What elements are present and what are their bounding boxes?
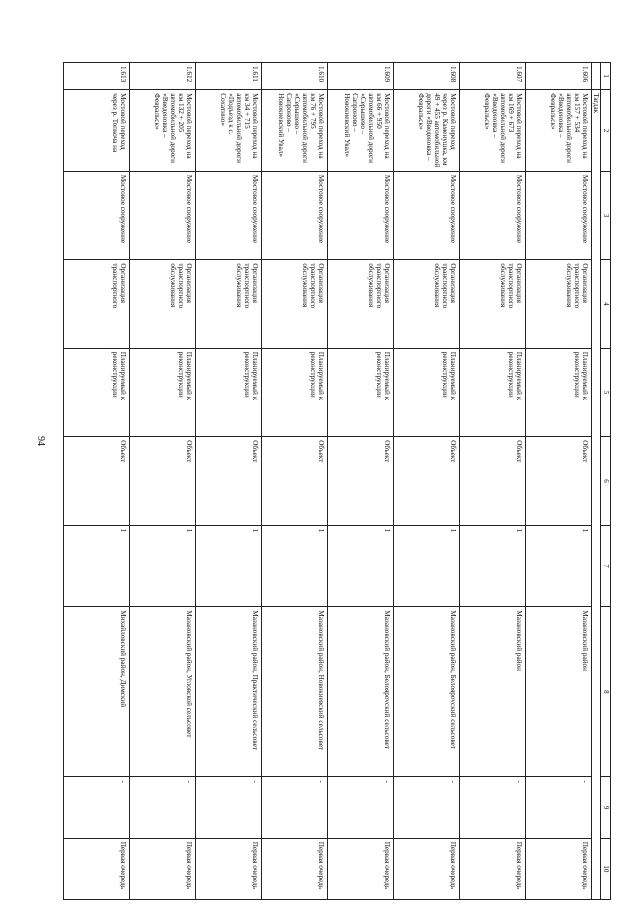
location: Мазановский район [460, 607, 526, 777]
column-9: - [64, 777, 130, 838]
unit: Объект [460, 437, 526, 525]
object-status: Планируемый к реконструкции [328, 348, 394, 436]
table-row [262, 63, 328, 900]
stage: Первая очередь [64, 838, 130, 899]
object-purpose: Организация транспортного [64, 260, 130, 348]
row-id: 1.613 [64, 63, 130, 90]
object-purpose: Организация транспортного обслуживания [262, 260, 328, 348]
location: Мазановский район, Белоярovский сельсовет [328, 607, 394, 777]
object-status: Планируемый к реконструкции [196, 348, 262, 436]
stage: Первая очередь [394, 838, 460, 899]
object-type: Мостовое сооружение [526, 171, 592, 259]
stage: Первая очередь [262, 838, 328, 899]
column-number-row [601, 63, 611, 900]
column-number: 7 [601, 525, 611, 607]
column-9: - [130, 777, 196, 838]
section-row [592, 63, 601, 900]
object-name: Мостовой переход на км 34 + 715 автомобильной дороги «Подъезд к с. Сохатино» [196, 90, 262, 172]
section-title: Тагдак [592, 90, 601, 900]
location: Михайловский район, Димский [64, 607, 130, 777]
stage: Первая очередь [196, 838, 262, 899]
object-name: Мостовой переход через р. Топкоча на [64, 90, 130, 172]
object-status: Планируемый к реконструкции [394, 348, 460, 436]
object-type: Мостовое сооружение [394, 171, 460, 259]
data-table [63, 62, 611, 900]
stage: Первая очередь [526, 838, 592, 899]
stage: Первая очередь [460, 838, 526, 899]
object-name: Мостовой переход на км 157 + 534 автомобильной дороги «Введеновка – Февральск» [526, 90, 592, 172]
column-number: 10 [601, 838, 611, 899]
object-purpose: Организация транспортного обслуживания [460, 260, 526, 348]
row-id: 1.608 [394, 63, 460, 90]
object-type: Мостовое сооружение [196, 171, 262, 259]
column-9: - [526, 777, 592, 838]
count: 1 [526, 525, 592, 607]
count: 1 [130, 525, 196, 607]
column-number: 6 [601, 437, 611, 525]
column-number: 4 [601, 260, 611, 348]
column-number: 9 [601, 777, 611, 838]
object-status: Планируемый к реконструкции [262, 348, 328, 436]
count: 1 [64, 525, 130, 607]
page-number: 94 [35, 436, 46, 446]
object-purpose: Организация транспортного обслуживания [130, 260, 196, 348]
row-id: 1.607 [460, 63, 526, 90]
object-purpose: Организация транспортного обслуживания [196, 260, 262, 348]
column-9: - [196, 777, 262, 838]
object-name: Мостовой переход на км 169 + 673 автомобильной дороги «Введеновка – Февральск» [460, 90, 526, 172]
object-name: Мостовой переход через р. Каменушка, км 49 + 455 автомобильной дороги «Введеновка – Февральск» [394, 90, 460, 172]
count: 1 [394, 525, 460, 607]
column-9: - [328, 777, 394, 838]
column-number: 1 [601, 63, 611, 90]
row-id: 1.609 [328, 63, 394, 90]
table-row [64, 63, 130, 900]
rotated-table-container [110, 62, 611, 900]
column-number: 3 [601, 171, 611, 259]
table-row [394, 63, 460, 900]
stage: Первая очередь [328, 838, 394, 899]
column-number: 8 [601, 607, 611, 777]
object-type: Мостовое сооружение [64, 171, 130, 259]
row-id: 1.612 [130, 63, 196, 90]
count: 1 [328, 525, 394, 607]
count: 1 [262, 525, 328, 607]
location: Мазановский район, Белоярovский сельсовет [394, 607, 460, 777]
location: Мазановский район, Угловской сельсовет [130, 607, 196, 777]
location: Мазановский район, Новокиевский сельсовет [262, 607, 328, 777]
table-row [130, 63, 196, 900]
row-id: 1.611 [196, 63, 262, 90]
count: 1 [196, 525, 262, 607]
unit: Объект [394, 437, 460, 525]
object-status: Планируемый к реконструкции [130, 348, 196, 436]
table-body [64, 63, 611, 900]
table-row [328, 63, 394, 900]
object-purpose: Организация транспортного обслуживания [526, 260, 592, 348]
unit: Объект [526, 437, 592, 525]
object-name: Мостовой переход на км 132 + 205 автомобильной дороги «Введеновка – Февральск» [130, 90, 196, 172]
table-row [460, 63, 526, 900]
object-purpose: Организация транспортного обслуживания [328, 260, 394, 348]
count: 1 [460, 525, 526, 607]
object-type: Мостовое сооружение [328, 171, 394, 259]
unit: Объект [130, 437, 196, 525]
column-number: 5 [601, 348, 611, 436]
column-9: - [460, 777, 526, 838]
object-purpose: Организация транспортного обслуживания [394, 260, 460, 348]
object-type: Мостовое сооружение [460, 171, 526, 259]
object-name: Мостовой переход на км 76 + 795 автомобильной дороги «Серышево – Сапроново – Новокиевский Увал» [262, 90, 328, 172]
column-9: - [262, 777, 328, 838]
object-type: Мостовое сооружение [262, 171, 328, 259]
unit: Объект [64, 437, 130, 525]
row-id: 1.610 [262, 63, 328, 90]
object-name: Мостовой переход на км 66 + 950 автомобильной дороги «Серышево – Сапроново – Новокиевский Увал» [328, 90, 394, 172]
table-row [196, 63, 262, 900]
column-9: - [394, 777, 460, 838]
object-status: Планируемый к реконструкции [460, 348, 526, 436]
row-id: 1.606 [526, 63, 592, 90]
object-status: Планируемый к реконструкции [64, 348, 130, 436]
table-row [526, 63, 592, 900]
unit: Объект [262, 437, 328, 525]
object-type: Мостовое сооружение [130, 171, 196, 259]
location: Мазановский район [526, 607, 592, 777]
stage: Первая очередь [130, 838, 196, 899]
location: Мазановский район, Практический сельсовет [196, 607, 262, 777]
object-status: Планируемый к реконструкции [526, 348, 592, 436]
unit: Объект [196, 437, 262, 525]
unit: Объект [328, 437, 394, 525]
column-number: 2 [601, 90, 611, 172]
